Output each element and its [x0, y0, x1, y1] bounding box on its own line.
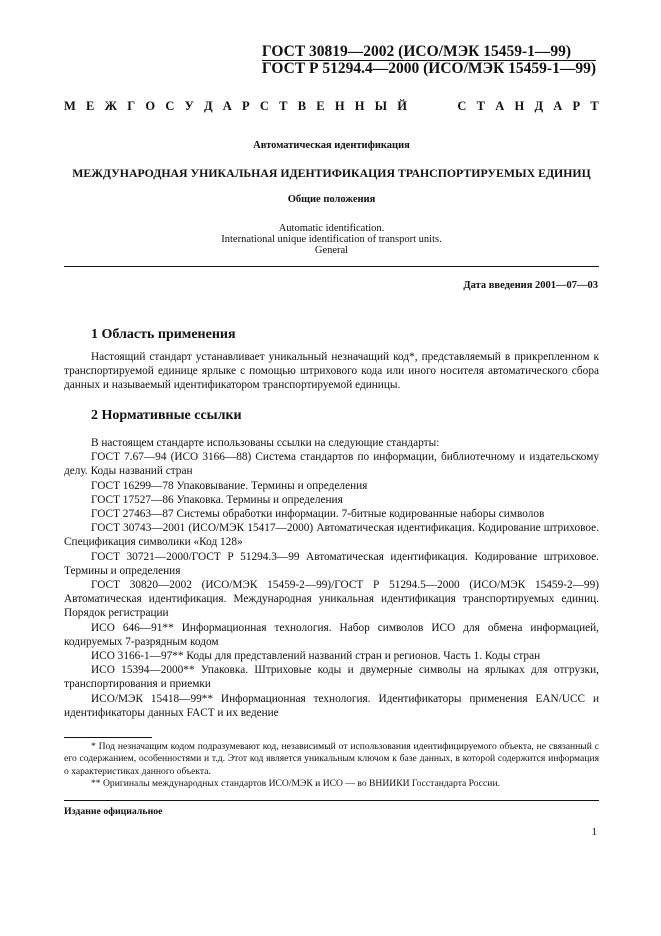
interstate-standard-banner	[64, 99, 599, 114]
reference-item: ГОСТ 27463—87 Системы обработки информации. 7-битные кодированные наборы символов	[91, 508, 545, 521]
banner-letter: А	[222, 99, 232, 113]
reference-item: ГОСТ 30721—2000/ГОСТ Р 51294.3—99 Автоматическая идентификация. Кодирование штриховое. Термины и определения	[64, 550, 599, 577]
footnote: * Под незначащим кодом подразумевают код, независимый от использования идентифицируемого объекта, не связанный с его содержанием, особенностями и т.д. Этот код является уникальным ключом к базе данных, в которой содержится информация о характеристиках данного объекта.	[64, 741, 599, 777]
standard-code-line-2: ГОСТ Р 51294.4—2000 (ИСО/МЭК 15459-1—99)	[261, 60, 596, 77]
banner-letter: А	[495, 99, 505, 113]
reference-item: ИСО 3166-1—97** Коды для представлений названий стран и регионов. Часть 1. Коды стран	[91, 650, 541, 663]
english-title-line: General	[314, 245, 349, 256]
reference-item: ИСО 15394—2000** Упаковка. Штриховые коды и двумерные символы на ярлыках для отгрузки, транспортирования и приемки	[64, 664, 599, 691]
document-subtitle-part: Общие положения	[287, 194, 376, 205]
banner-letter: В	[297, 99, 307, 113]
banner-letter: Р	[242, 99, 250, 113]
banner-letter: У	[184, 99, 194, 113]
reference-item: ИСО 646—91** Информационная технология. Набор символов ИСО для обмена информацией, кодируемых 7-разрядным кодом	[64, 621, 599, 648]
banner-letter: Н	[334, 99, 345, 113]
footnote: ** Оригиналы международных стандартов ИСО/МЭК и ИСО — во ВНИИКИ Госстандарта России.	[91, 778, 500, 790]
banner-letter: Ы	[374, 99, 388, 113]
section-heading-references: 2 Нормативные ссылки	[91, 408, 242, 423]
banner-letter: Н	[514, 99, 525, 113]
title-divider	[64, 266, 599, 267]
banner-letter: Й	[397, 99, 407, 113]
document-title: МЕЖДУНАРОДНАЯ УНИКАЛЬНАЯ ИДЕНТИФИКАЦИЯ ТРАНСПОРТИРУЕМЫХ ЕДИНИЦ	[72, 166, 591, 180]
reference-item: ГОСТ 7.67—94 (ИСО 3166—88) Система стандартов по информации, библиотечному и издательскому делу. Коды названий стран	[64, 451, 599, 478]
reference-item: ГОСТ 17527—86 Упаковка. Термины и определения	[91, 493, 343, 506]
footnotes	[64, 741, 599, 791]
banner-letter: Д	[534, 99, 544, 113]
banner-letter: О	[145, 99, 156, 113]
banner-letter: Г	[127, 99, 136, 113]
banner-letter: А	[553, 99, 563, 113]
banner-letter: Т	[279, 99, 288, 113]
banner-letter: С	[259, 99, 269, 113]
document-subtitle-domain: Автоматическая идентификация	[253, 140, 410, 151]
banner-letter: Д	[203, 99, 213, 113]
introduction-date: Дата введения 2001—07—03	[463, 280, 598, 291]
reference-item: ГОСТ 30820—2002 (ИСО/МЭК 15459-2—99)/ГОСТ Р 51294.5—2000 (ИСО/МЭК 15459-2—99) Автоматическая идентификация. Международная уникальная идентификация транспортируемых единиц. Порядок регистрации	[64, 579, 599, 620]
paragraph: Настоящий стандарт устанавливает уникальный незначащий код*, представляемый в прикрепленном к транспортируемой единице ярлыке с помощью штрихового кода или иного носителя автоматического сбора данных и называемый идентификатором транспортируемой единицы.	[64, 351, 599, 392]
reference-item: ИСО/МЭК 15418—99** Информационная технология. Идентификаторы применения EAN/UCC и идентификаторы данных FACT и их ведение	[64, 692, 599, 719]
footnote-divider	[64, 737, 152, 738]
banner-word-gap	[417, 99, 447, 114]
banner-letter: Ж	[104, 99, 117, 113]
reference-item: ГОСТ 16299—78 Упаковывание. Термины и определения	[91, 479, 368, 492]
standard-codes	[262, 44, 596, 77]
english-title-line: Automatic identification.	[278, 223, 385, 234]
section-references-body	[64, 436, 599, 720]
banner-letter: Р	[572, 99, 581, 113]
banner-letter: Т	[476, 99, 486, 113]
banner-letter: М	[64, 99, 76, 113]
section-scope-body	[64, 350, 599, 393]
edition-label: Издание официальное	[64, 806, 163, 817]
paragraph: В настоящем стандарте использованы ссылки на следующие стандарты:	[91, 437, 440, 449]
reference-item: ГОСТ 30743—2001 (ИСО/МЭК 15417—2000) Автоматическая идентификация. Кодирование штриховое. Спецификация символики «Код 128»	[64, 522, 599, 549]
page-number: 1	[591, 826, 597, 838]
footer-divider	[64, 800, 599, 801]
banner-letter: С	[165, 99, 175, 113]
banner-letter: Е	[316, 99, 325, 113]
standard-code-line-1: ГОСТ 30819—2002 (ИСО/МЭК 15459-1—99)	[262, 44, 596, 61]
english-title-line: International unique identification of transport units.	[221, 234, 442, 245]
banner-letter: С	[457, 99, 467, 113]
banner-letter: Н	[354, 99, 365, 113]
banner-letter: Т	[590, 99, 599, 113]
banner-letter: Е	[86, 99, 95, 113]
section-heading-scope: 1 Область применения	[91, 327, 236, 342]
